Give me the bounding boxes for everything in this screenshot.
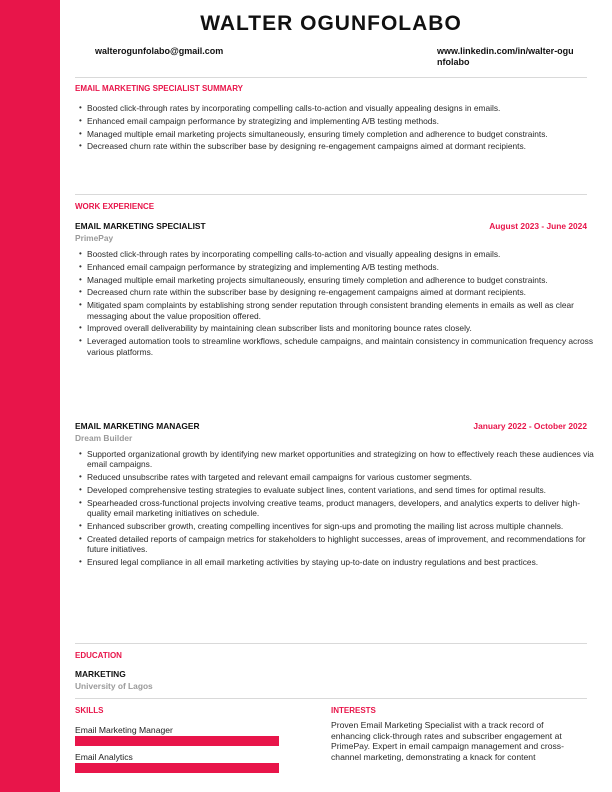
education-section-title: EDUCATION: [75, 651, 122, 660]
list-item: • Boosted click-through rates by incorporating compelling calls-to-action and visually appealing designs in emails.: [79, 103, 597, 113]
education-school: University of Lagos: [75, 681, 153, 691]
list-item: • Managed multiple email marketing projects simultaneously, ensuring timely completion and adherence to budget constraints.: [79, 275, 597, 285]
list-item: • Supported organizational growth by identifying new market opportunities and strategizing on how to effectively reach these audiences via email campaigns.: [79, 449, 597, 470]
list-item: • Managed multiple email marketing projects simultaneously, ensuring timely completion and adherence to budget constraints.: [79, 129, 597, 139]
education-degree: MARKETING: [75, 669, 126, 679]
experience-section-title: WORK EXPERIENCE: [75, 202, 155, 211]
skill-level-bar: [75, 736, 279, 746]
accent-sidebar: [0, 0, 60, 792]
divider: [75, 194, 587, 195]
list-item: • Decreased churn rate within the subscriber base by designing re-engagement campaigns aimed at dormant recipients.: [79, 141, 597, 151]
interests-section-title: INTERESTS: [331, 706, 376, 715]
skill-level-bar: [75, 763, 279, 773]
skill-name: Email Analytics: [75, 752, 133, 762]
list-item: • Created detailed reports of campaign metrics for stakeholders to highlight successes, areas of improvement, and recommendations for future initiatives.: [79, 534, 597, 555]
summary-section-title: EMAIL MARKETING SPECIALIST SUMMARY: [75, 84, 244, 93]
job-dates: August 2023 - June 2024: [489, 221, 587, 231]
divider: [75, 643, 587, 644]
list-item: • Mitigated spam complaints by establishing strong sender reputation through consistent branding elements in emails as well as clear messaging about the value proposition offered.: [79, 300, 597, 321]
summary-list: [79, 103, 597, 154]
divider: [75, 698, 587, 699]
skill-name: Email Marketing Manager: [75, 725, 173, 735]
job-company: PrimePay: [75, 233, 114, 243]
divider: [75, 77, 587, 78]
list-item: • Enhanced subscriber growth, creating compelling incentives for sign-ups and promoting the mailing list across multiple channels.: [79, 521, 597, 531]
list-item: • Enhanced email campaign performance by strategizing and implementing A/B testing methods.: [79, 262, 597, 272]
list-item: • Ensured legal compliance in all email marketing activities by staying up-to-date on industry regulations and best practices.: [79, 557, 597, 567]
list-item: • Developed comprehensive testing strategies to evaluate subject lines, content variations, and send times for optimal results.: [79, 485, 597, 495]
list-item: • Decreased churn rate within the subscriber base by designing re-engagement campaigns aimed at dormant recipients.: [79, 287, 597, 297]
job-title: EMAIL MARKETING SPECIALIST: [75, 221, 206, 231]
job-title: EMAIL MARKETING MANAGER: [75, 421, 200, 431]
list-item: • Boosted click-through rates by incorporating compelling calls-to-action and visually appealing designs in emails.: [79, 249, 597, 259]
job-bullets: [79, 449, 597, 570]
email-address[interactable]: walterogunfolabo@gmail.com: [95, 46, 224, 56]
skills-section-title: SKILLS: [75, 706, 104, 715]
job-dates: January 2022 - October 2022: [473, 421, 587, 431]
interests-text: Proven Email Marketing Specialist with a track record of enhancing click-through rates and subscriber engagement at PrimePay. Expert in email campaign management and cross-channel marketing, demonstrating a knack for content: [331, 720, 564, 762]
job-company: Dream Builder: [75, 433, 133, 443]
linkedin-url[interactable]: www.linkedin.com/in/walter-ogunfolabo: [437, 46, 574, 67]
list-item: • Leveraged automation tools to streamline workflows, schedule campaigns, and maintain consistency in communication frequency across various platforms.: [79, 336, 597, 357]
list-item: • Reduced unsubscribe rates with targeted and relevant email campaigns for various customer segments.: [79, 472, 597, 482]
job-bullets: [79, 249, 597, 359]
candidate-name: WALTER OGUNFOLABO: [200, 12, 462, 35]
list-item: • Enhanced email campaign performance by strategizing and implementing A/B testing methods.: [79, 116, 597, 126]
list-item: • Spearheaded cross-functional projects involving creative teams, product managers, developers, and analytics experts to deliver high-quality email marketing initiatives on schedule.: [79, 498, 597, 519]
list-item: • Improved overall deliverability by maintaining clean subscriber lists and monitoring bounce rates closely.: [79, 323, 597, 333]
